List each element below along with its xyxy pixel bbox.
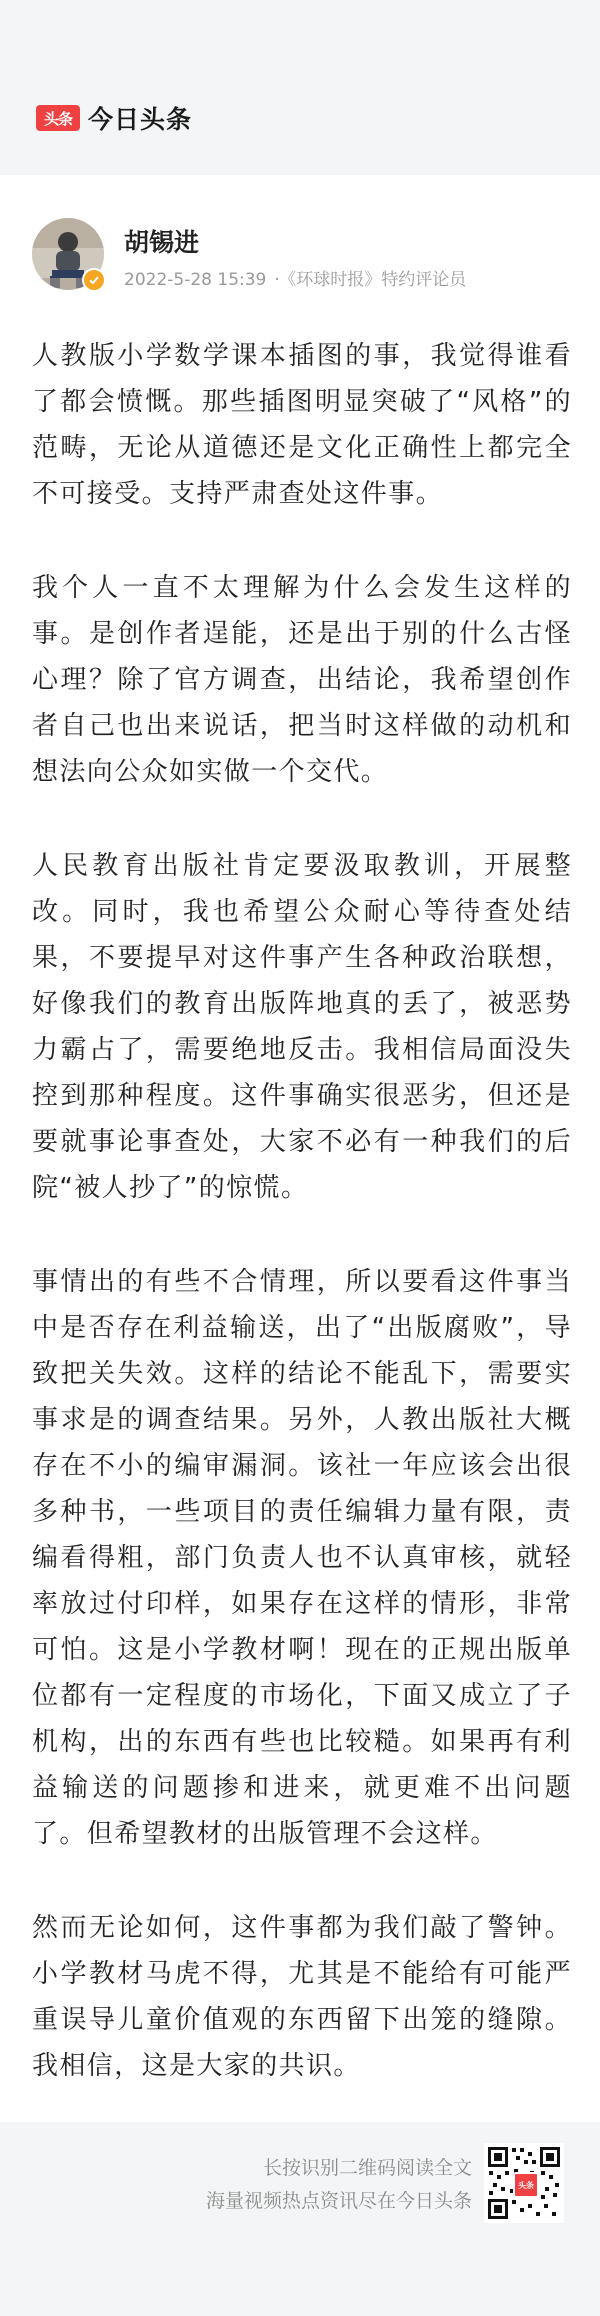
article-paragraph: 我个人一直不太理解为什么会发生这样的事。是创作者逞能，还是出于别的什么古怪心理？除了官方调查，出结论，我希望创作者自己也出来说话，把当时这样做的动机和想法向公众如实做一个交代。 (32, 573, 572, 787)
author-avatar[interactable] (32, 218, 104, 290)
app-logo[interactable] (36, 103, 192, 133)
article-paragraph: 事情出的有些不合情理，所以要看这件事当中是否存在利益输送，出了“出版腐败”，导致把关失效。这样的结论不能乱下，需要实事求是的调查结果。另外，人教出版社大概存在不小的编审漏洞。该社一年应该会出很多种书，一些项目的责任编辑力量有限，责编看得粗，部门负责人也不认真审核，就轻率放过付印样，如果存在这样的情形，非常可怕。这是小学教材啊！现在的正规出版单位都有一定程度的市场化，下面又成立了子机构，出的东西有些也比较糙。如果再有利益输送的问题掺和进来，就更难不出问题了。但希望教材的出版管理不会这样。 (32, 1267, 572, 1849)
publish-date: 2022-5-28 15:39 (124, 270, 267, 290)
article-body (32, 333, 572, 2137)
share-footer (0, 2122, 600, 2316)
footer-text (206, 2152, 472, 2218)
logo-badge: 头条 (36, 105, 80, 131)
author-title: 《环球时报》特约评论员 (287, 270, 467, 290)
article-paragraph: 然而无论如何，这件事都为我们敲了警钟。小学教材马虎不得，尤其是不能给有可能严重误导儿童价值观的东西留下出笼的缝隙。我相信，这是大家的共识。 (32, 1913, 572, 2081)
article-paragraph: 人民教育出版社肯定要汲取教训，开展整改。同时，我也希望公众耐心等待查处结果，不要提早对这件事产生各种政治联想，好像我们的教育出版阵地真的丢了，被恶势力霸占了，需要绝地反击。我相信局面没失控到那种程度。这件事确实很恶劣，但还是要就事论事查处，大家不必有一种我们的后院“被人抄了”的惊慌。 (32, 851, 572, 1203)
app-name: 今日头条 (88, 105, 193, 134)
qr-logo-badge: 头条 (513, 2172, 539, 2198)
author-name[interactable]: 胡锡进 (124, 228, 200, 257)
footer-line-2: 海量视频热点资讯尽在今日头条 (205, 2190, 472, 2212)
verified-badge-icon (82, 268, 106, 292)
header-band (0, 0, 600, 175)
article-paragraph: 人教版小学数学课本插图的事，我觉得谁看了都会愤慨。那些插图明显突破了“风格”的范畴，无论从道德还是文化正确性上都完全不可接受。支持严肃查处这件事。 (32, 341, 572, 509)
qr-code[interactable] (484, 2143, 564, 2223)
author-meta (124, 265, 474, 290)
footer-line-1: 长按识别二维码阅读全文 (262, 2157, 472, 2179)
meta-separator: · (274, 270, 280, 290)
author-block (32, 215, 572, 295)
